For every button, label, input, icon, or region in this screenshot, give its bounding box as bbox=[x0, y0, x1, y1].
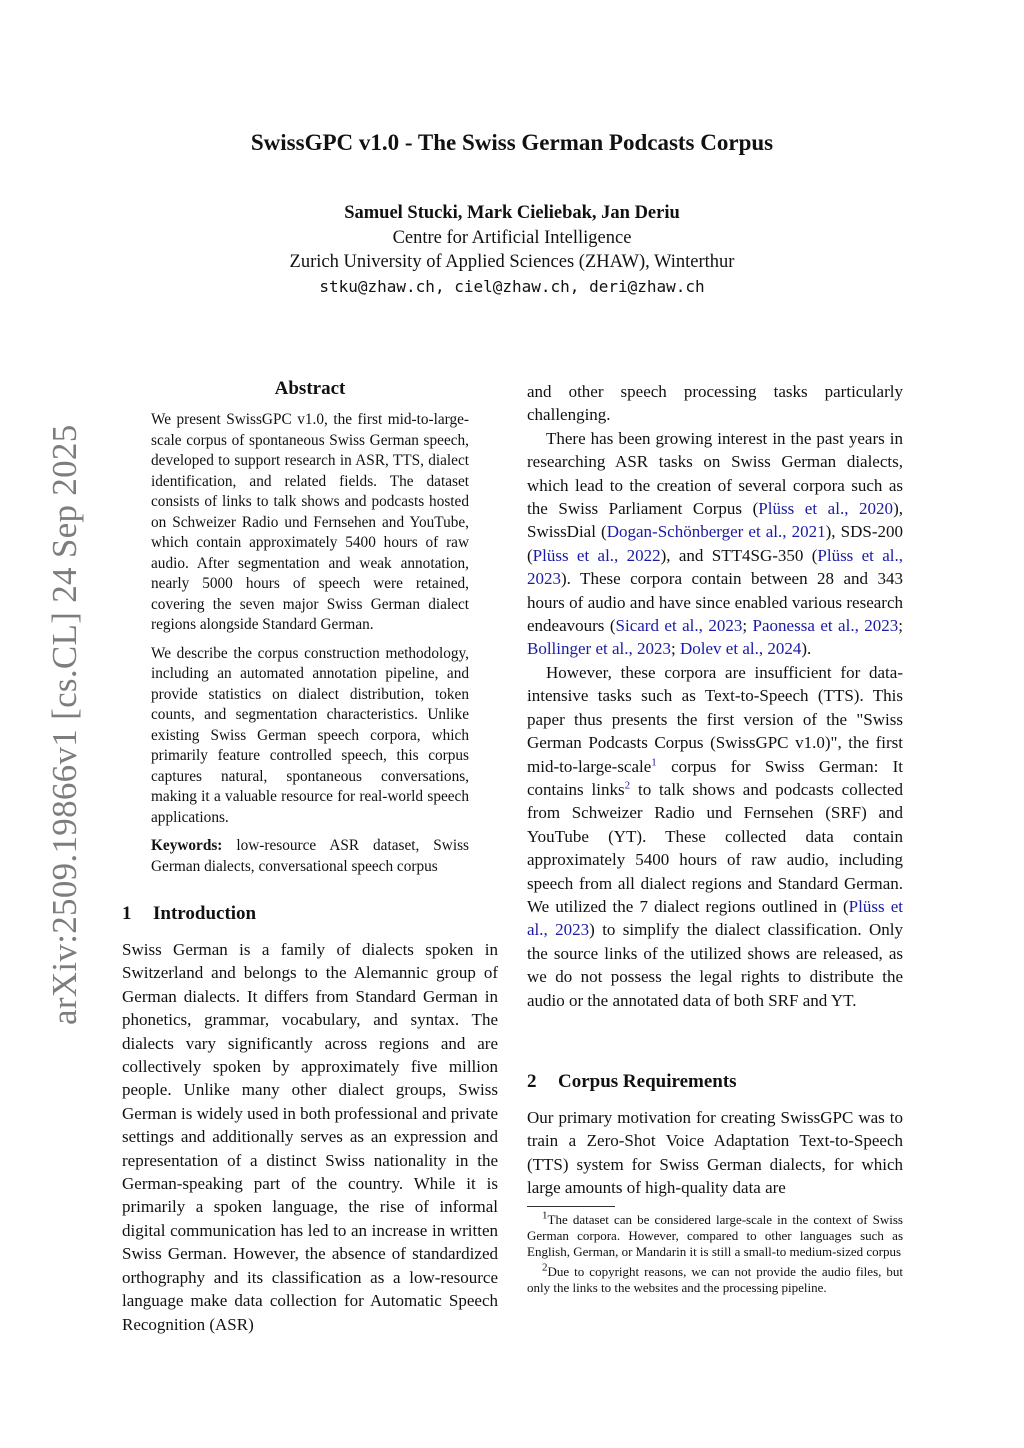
intro-paragraph-1: Swiss German is a family of dialects spoken in Switzerland and belongs to the Alemannic group of German dialects. It differs from Standard German in phonetics, grammar, vocabulary, and syntax. The dialects vary significantly across regions and are collectively spoken by approximately five million people. Unlike many other dialect groups, Swiss German is widely used in both professional and private settings and additionally serves as an expression and representation of a distinct Swiss nationality in the German-speaking part of the country. While it is primarily a spoken language, the rise of informal digital communication has led to an increase in written Swiss German. However, the absence of standardized orthography and its classification as a low-resource language make data collection for Automatic Speech Recognition (ASR) bbox=[122, 940, 498, 1334]
section-1-number: 1 bbox=[122, 903, 132, 924]
citation-link[interactable]: Dolev et al., 2024 bbox=[680, 639, 802, 659]
section-1-heading bbox=[122, 903, 256, 925]
citation-link[interactable]: Plüss et al., 2023 bbox=[527, 545, 904, 589]
left-column-body bbox=[122, 938, 498, 1336]
keywords bbox=[151, 836, 469, 877]
requirements-paragraph-1: Our primary motivation for creating SwissGPC was to train a Zero-Shot Voice Adaptation Text-to-Speech (TTS) system for Swiss German dialects, for which large amounts of high-quality data are bbox=[527, 1108, 903, 1198]
abstract-paragraph-1: We present SwissGPC v1.0, the first mid-to-large-scale corpus of spontaneous Swiss German speech, developed to support research in ASR, TTS, dialect identification, and related fields. The dataset consists of links to talk shows and podcasts hosted on Schweizer Radio und Fernsehen and YouTube, which contain approximately 5400 hours of raw audio. After segmentation and weak annotation, nearly 5000 hours of speech were retained, covering the seven major Swiss German dialect regions alongside Standard German. bbox=[151, 411, 469, 633]
footnote-2-mark: 2 bbox=[542, 1261, 548, 1274]
footnote-1: $^1$The dataset can be considered large-scale in the context of Swiss German corpora. However, compared to other languages such as English, German, or Mandarin it is still a small-to medium-sized corpus bbox=[527, 1209, 903, 1259]
intro-paragraph-2: There has been growing interest in the past years in researching ASR tasks on Swiss German dialects, which lead to the creation of several corpora such as the Swiss Parliament Corpus (Plüss et al., 2020), SwissDial (Dogan-Schönberger et al., 2021), SDS-200 (Plüss et al., 2022), and STT4SG-350 (Plüss et al., 2023). These corpora contain between 28 and 343 hours of audio and have since enabled various research endeavours (Sicard et al., 2023; Paonessa et al., 2023; Bollinger et al., 2023; Dolev et al., 2024). bbox=[527, 428, 904, 659]
footnote-1-mark: 1 bbox=[542, 1209, 548, 1222]
affiliation-line-2: Zurich University of Applied Sciences (ZHAW), Winterthur bbox=[289, 252, 735, 272]
footnote-rule bbox=[527, 1206, 615, 1207]
citation-link[interactable]: Dogan-Schönberger et al., 2021 bbox=[606, 522, 826, 542]
arxiv-identifier-stamp: arXiv:2509.19866v1 [cs.CL] 24 Sep 2025 bbox=[45, 424, 84, 1025]
intro-paragraph-3: However, these corpora are insufficient for data-intensive tasks such as Text-to-Speech (TTS). This paper thus presents the first version of the "Swiss German Podcasts Corpus (SwissGPC v1.0)", the first mid-to-large-scale$^1$ corpus for Swiss German: It contains links$^2$ to talk shows and podcasts collected from Schweizer Radio und Fernsehen (SRF) and YouTube (YT). These collected data contain approximately 5400 hours of raw audio, including speech from all dialect regions and Standard German. We utilized the 7 dialect regions outlined in (Plüss et al., 2023) to simplify the dialect classification. Only the source links of the utilized shows are released, as we do not possess the legal rights to distribute the audio or the annotated data of both SRF and YT. bbox=[527, 662, 903, 1010]
author-emails: stku@zhaw.ch, ciel@zhaw.ch, deri@zhaw.ch bbox=[319, 277, 705, 296]
paper-title: SwissGPC v1.0 - The Swiss German Podcasts Corpus bbox=[250, 130, 774, 155]
abstract-paragraph-2: We describe the corpus construction methodology, including an automated annotation pipeline, and provide statistics on dialect distribution, token counts, and segmentation characteristics. Unlike existing Swiss German speech corpora, which primarily feature controlled speech, this corpus captures natural, spontaneous conversations, making it a valuable resource for real-world speech applications. bbox=[151, 644, 469, 826]
section-2-heading bbox=[527, 1071, 737, 1093]
citation-link[interactable]: Plüss et al., 2022 bbox=[532, 545, 661, 565]
section-2-number: 2 bbox=[527, 1071, 537, 1092]
section-2-body bbox=[527, 1106, 903, 1200]
keywords-label: Keywords: bbox=[151, 837, 223, 854]
footnotes bbox=[527, 1209, 903, 1300]
abstract-body bbox=[151, 410, 469, 885]
section-2-title: Corpus Requirements bbox=[558, 1071, 737, 1092]
citation-link[interactable]: Paonessa et al., 2023 bbox=[752, 616, 899, 636]
affiliation-line-1: Centre for Artificial Intelligence bbox=[392, 228, 632, 248]
section-1-title: Introduction bbox=[153, 903, 257, 924]
citation-link[interactable]: Plüss et al., 2020 bbox=[758, 499, 894, 519]
footnote-ref-1[interactable]: 1 bbox=[651, 755, 657, 768]
intro-paragraph-1-continued: and other speech processing tasks particularly challenging. bbox=[527, 382, 903, 425]
citation-link[interactable]: Bollinger et al., 2023 bbox=[527, 639, 672, 659]
keywords-text: low-resource ASR dataset, Swiss German dialects, conversational speech corpus bbox=[151, 837, 469, 875]
footnote-ref-2[interactable]: 2 bbox=[624, 779, 631, 792]
right-column-body bbox=[527, 380, 903, 1012]
abstract-heading: Abstract bbox=[274, 378, 346, 399]
author-list: Samuel Stucki, Mark Cieliebak, Jan Deriu bbox=[344, 203, 680, 223]
citation-link[interactable]: Plüss et al., 2023 bbox=[527, 896, 903, 940]
footnote-2: $^2$Due to copyright reasons, we can not provide the audio files, but only the links to the websites and the processing pipeline. bbox=[527, 1261, 903, 1295]
citation-link[interactable]: Sicard et al., 2023 bbox=[615, 616, 743, 636]
